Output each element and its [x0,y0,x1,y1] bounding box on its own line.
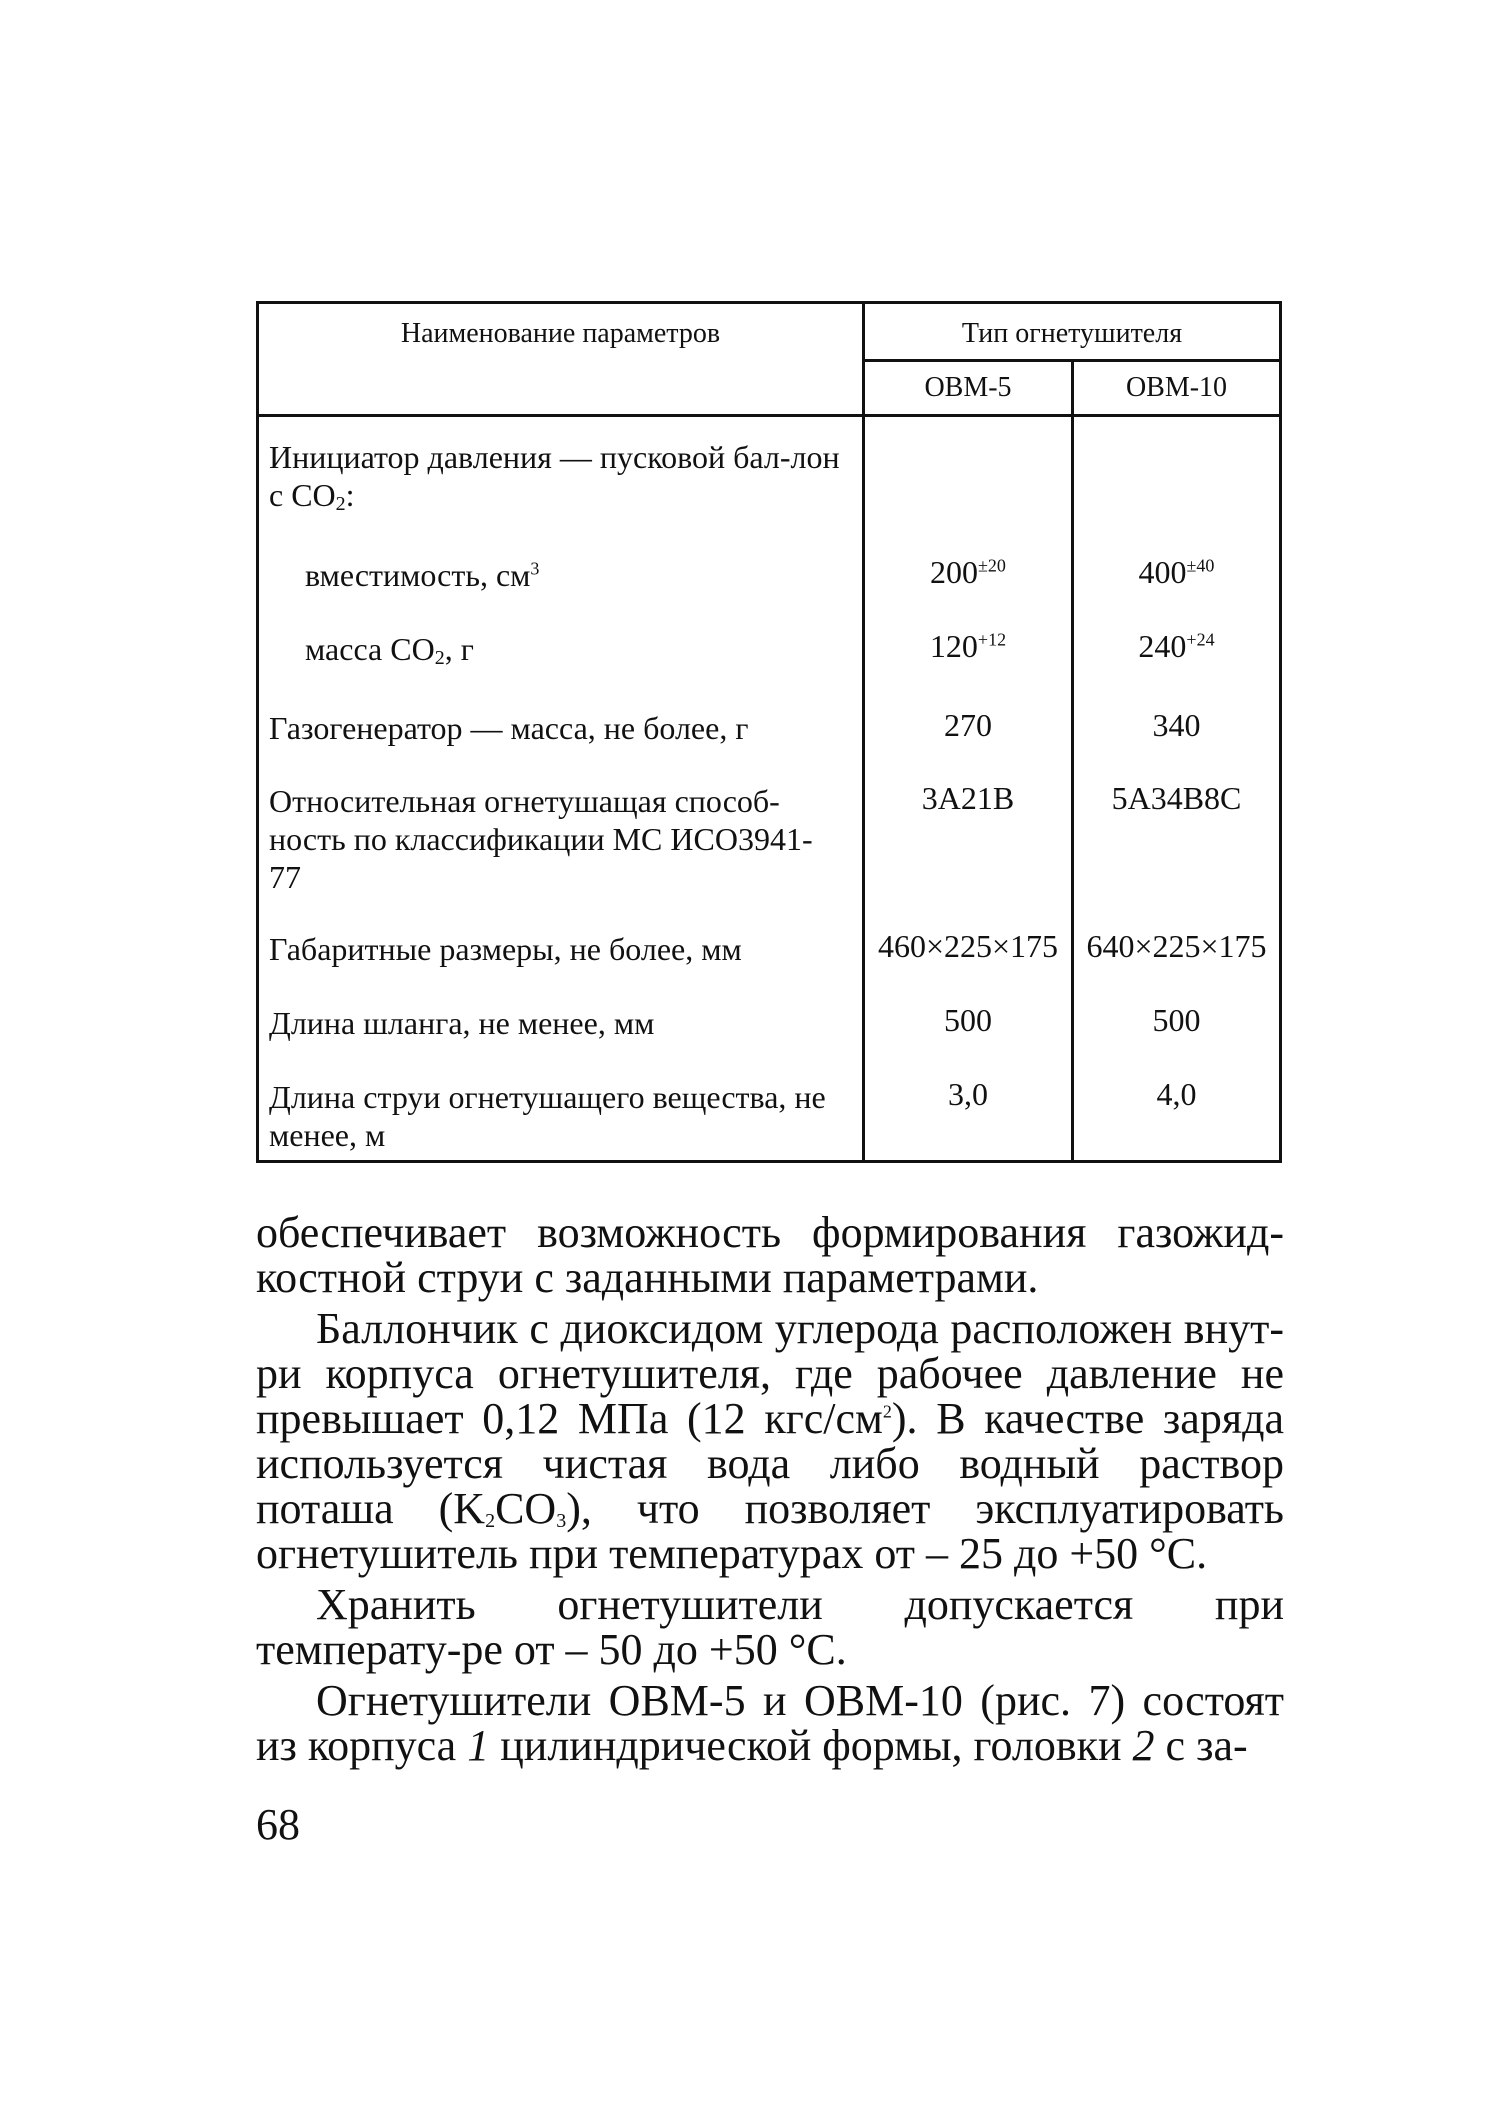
value-ovm5-dimensions: 460×225×175 [877,928,1059,964]
value-ovm10-extinguishing-ability: 5А34В8С [1111,780,1242,816]
value-ovm5-jet-length: 3,0 [948,1076,988,1112]
header-ovm10: ОВМ-10 [1125,372,1228,403]
table-divider [862,359,1279,362]
header-extinguisher-type: Тип огнетушителя [961,318,1183,349]
value-ovm10-jet-length: 4,0 [1156,1076,1197,1112]
value-ovm10-co2-mass: $240^{+24}$ [1138,628,1215,664]
paragraph-construction: Огнетушители ОВМ-5 и ОВМ-10 (рис. 7) состоят из корпуса 1 цилиндрической формы, головки 2 с за- [256,1676,1284,1770]
row-label-gas-generator: Газогенератор — масса, не более, г [269,710,749,746]
value-ovm5-hose-length: 500 [944,1002,992,1038]
paragraph-storage: Хранить огнетушители допускается при температу-ре от – 50 до +50 °С. [256,1580,1284,1674]
value-ovm5-extinguishing-ability: 3А21В [921,780,1015,816]
row-label-dimensions: Габаритные размеры, не более, мм [269,931,742,967]
row-label-co2-mass: масса $СО_2$, г [305,631,474,669]
row-label-initiator: Инициатор давления — пусковой бал-лон с $СО_2$: [269,439,840,515]
row-label-extinguishing-ability: Относительная огнетушащая способ-ность по классификации МС ИСО3941-77 [269,783,813,895]
page-number: 68 [256,1800,300,1849]
table-divider [1071,360,1074,1160]
paragraph-co2-cartridge: Баллончик с диоксидом углерода расположен внут-ри корпуса огнетушителя, где рабочее давление не превышает 0,12 МПа (12 кгс/$см^2$). В качестве заряда используется чистая вода либо водный раствор поташа $(K_2CO_3)$, что позволяет эксплуатировать огнетушитель при температурах от – 25 до +50 °С. [256,1304,1284,1578]
row-label-hose-length: Длина шланга, не менее, мм [269,1005,655,1041]
header-ovm5: ОВМ-5 [924,372,1012,403]
value-ovm5-co2-mass: $120^{+12}$ [929,628,1007,664]
table-divider [259,414,1279,417]
paragraph-continuation: обеспечивает возможность формирования газожид-костной струи с заданными параметрами. [256,1208,1284,1302]
value-ovm5-gas-generator: 270 [944,707,992,743]
value-ovm5-capacity: $200^{\pm 20}$ [930,554,1006,590]
value-ovm10-hose-length: 500 [1152,1002,1201,1038]
row-label-capacity: вместимость, $см^3$ [305,557,540,593]
row-label-jet-length: Длина струи огнетушащего вещества, не менее, м [269,1079,826,1153]
value-ovm10-capacity: $400^{\pm 40}$ [1138,554,1215,590]
header-parameter-name: Наименование параметров [400,318,721,349]
value-ovm10-dimensions: 640×225×175 [1086,928,1267,964]
parameters-table [256,301,1282,1163]
value-ovm10-gas-generator: 340 [1152,707,1201,743]
body-text [256,1210,1284,1774]
